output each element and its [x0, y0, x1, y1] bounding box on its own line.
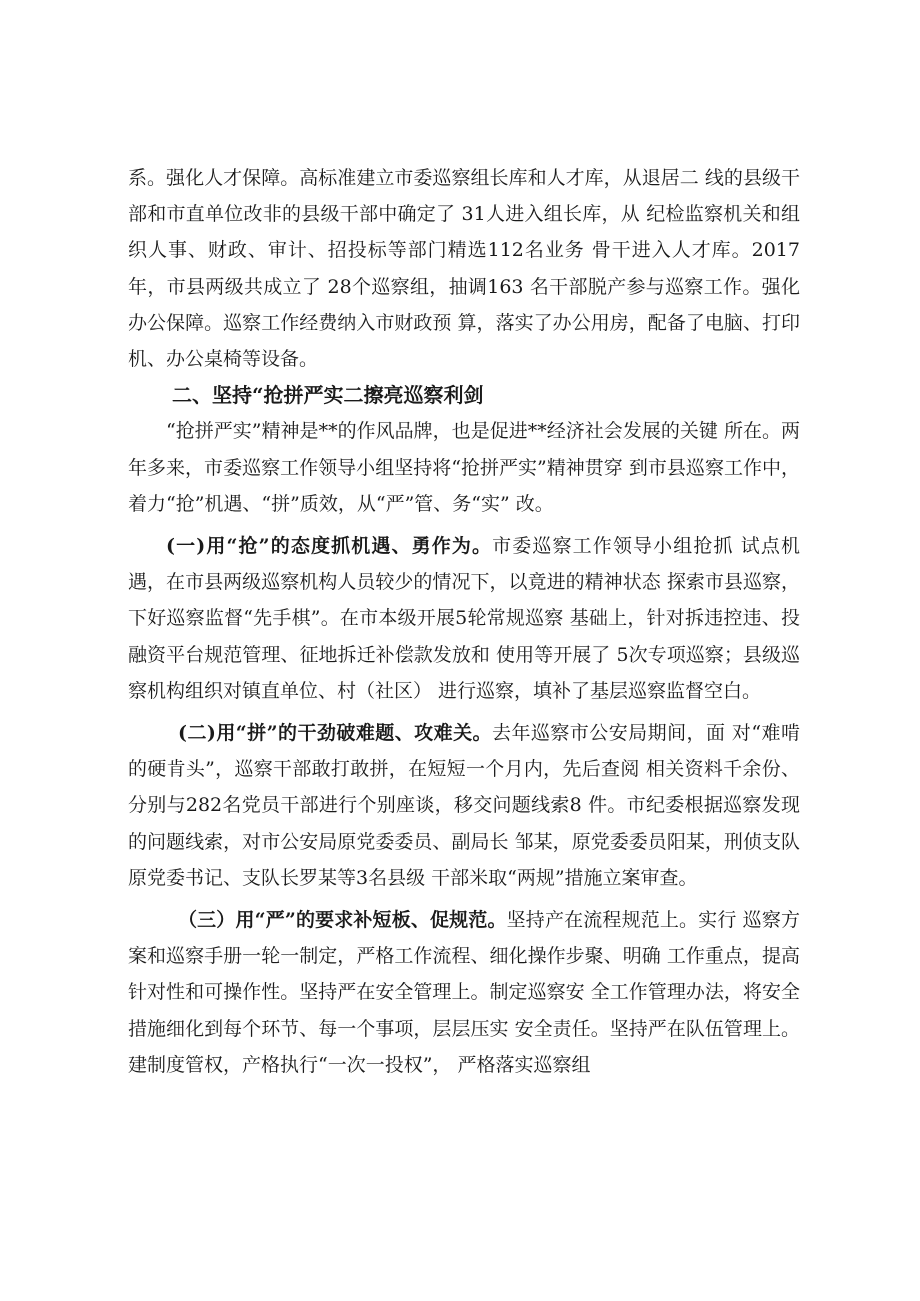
- subsection-3-title: （三）用“严”的要求补短板、促规范。: [178, 909, 507, 932]
- subsection-2-body: 去年巡察市公安局期间，面 对“难啃的硬肯头”，巡察干部敢打敢拼，在短短一个月内，先后查阅 相关资料千余份、分别与282名党员干部进行个别座谈，移交问题线索8 件。市纪委根据巡察发现的问题线索，对市公安局原党委委员、副局长 邹某，原党委委员阳某，刑侦支队原党委书记、支队长罗某等3名县级 干部米取“两规”措施立案审查。: [128, 722, 800, 889]
- paragraph-spirit-intro: “抢拼严实”精神是**的作风品牌，也是促进**经济社会发展的关键 所在。两年多来，市委巡察工作领导小组坚持将“抢拼严实”精神贯穿 到市县巡察工作中，着力“抢”机遇、“拼”质效，从“严”管、务“实” 改。: [128, 420, 800, 515]
- subsection-1-body: 市委巡察工作领导小组抢抓 试点机遇，在市县两级巡察机构人员较少的情况下，以竟进的精神状态 探索市县巡察，下好巡察监督“先手棋”。在市本级开展5轮常规巡察 基础上，针对拆违控违、投融资平台规范管理、征地拆迁补偿款发放和 使用等开展了 5次专项巡察；县级巡察机构组织对镇直单位、村（社区） 进行巡察，填补了基层巡察监督空白。: [128, 535, 801, 702]
- subsection-2: [128, 715, 800, 896]
- subsection-1: [128, 528, 800, 709]
- section-heading-2: 二、坚持“抢拼严实二擦亮巡察利剑: [172, 383, 484, 408]
- subsection-2-title: (二)用“拼”的干劲破难题、攻难关。: [178, 722, 492, 745]
- document-page: [128, 160, 800, 1083]
- subsection-1-title: (一)用“抢”的态度抓机遇、勇作为。: [166, 535, 493, 558]
- paragraph-talent-guarantee: 系。强化人才保障。高标准建立市委巡察组长库和人才库，从退居二 线的县级干部和市直单位改非的县级干部中确定了 31人进入组长库，从 纪检监察机关和组织人事、财政、审计、招投标等部门精选112名业务 骨干进入人才库。2017年，市县两级共成立了 28个巡察组，抽调163 名干部脱产参与巡察工作。强化办公保障。巡察工作经费纳入市财政预 算，落实了办公用房，配备了电脑、打印机、办公桌椅等设备。: [128, 167, 800, 371]
- subsection-3-body: 坚持产在流程规范上。实行 巡察方案和巡察手册一轮一制定，严格工作流程、细化操作步聚、明确 工作重点，提高针对性和可操作性。坚持严在安全管理上。制定巡察安 全工作管理办法，将安全措施细化到每个环节、每一个事项，层层压实 安全责任。坚持严在队伍管理上。建制度管权，产格执行“一次一投权”， 严格落实巡察组: [128, 909, 800, 1076]
- subsection-3: [128, 902, 800, 1083]
